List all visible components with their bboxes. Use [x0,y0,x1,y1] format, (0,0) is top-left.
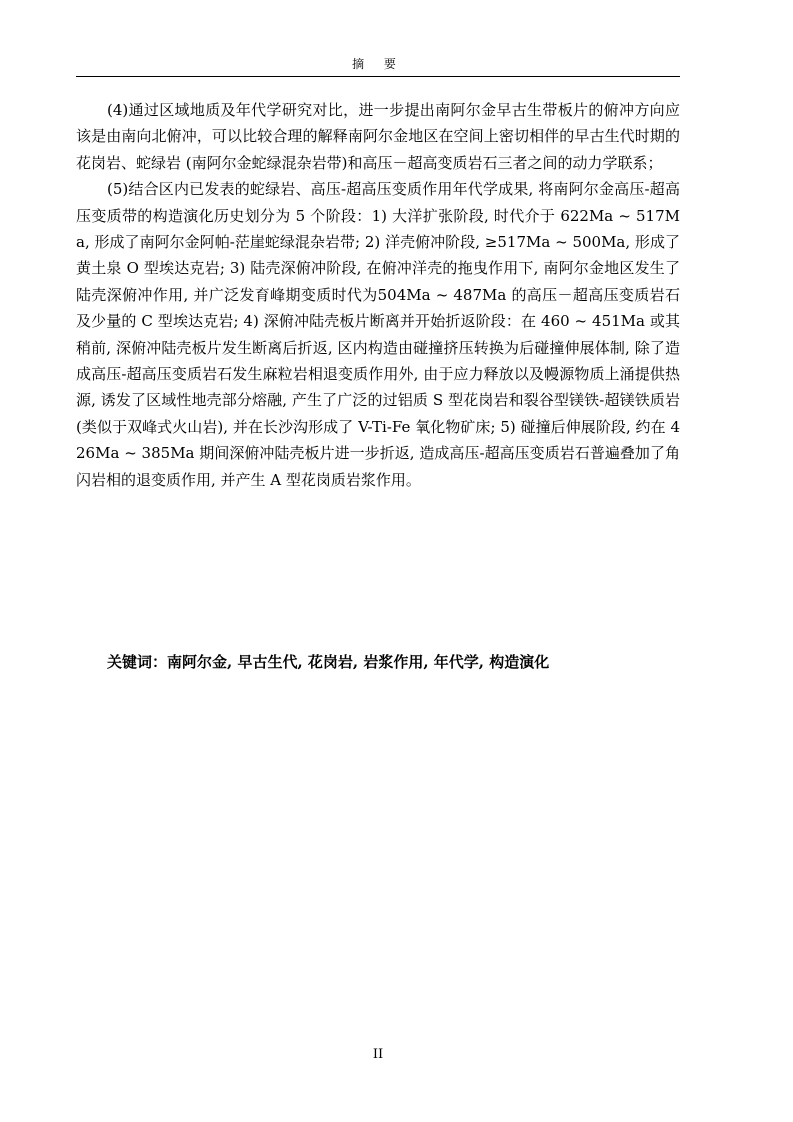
page-number: II [372,1047,384,1062]
header-rule [76,76,680,77]
running-header: 摘 要 [352,57,404,71]
paragraph-4: (4)通过区域地质及年代学研究对比，进一步提出南阿尔金早古生带板片的俯冲方向应该是由南向北俯冲，可以比较合理的解释南阿尔金地区在空间上密切相伴的早古生代时期的花岗岩、蛇绿岩 (南阿尔金蛇绿混杂岩带)和高压－超高变质岩石三者之间的动力学联系； [76,101,680,172]
paragraph-5: (5)结合区内已发表的蛇绿岩、高压-超高压变质作用年代学成果, 将南阿尔金高压-超高压变质带的构造演化历史划分为 5 个阶段：1) 大洋扩张阶段, 时代介于 622Ma ~ 517Ma, 形成了南阿尔金阿帕-茫崖蛇绿混杂岩带; 2) 洋壳俯冲阶段, ≥517Ma ~ 500Ma, 形成了黄土泉 O 型埃达克岩; 3) 陆壳深俯冲阶段, 在俯冲洋壳的拖曳作用下, 南阿尔金地区发生了陆壳深俯冲作用, 并广泛发育峰期变质时代为504Ma ~ 487Ma 的高压－超高压变质岩石及少量的 C 型埃达克岩; 4) 深俯冲陆壳板片断离并开始折返阶段：在 460 ~ 451Ma 或其稍前, 深俯冲陆壳板片发生断离后折返, 区内构造由碰撞挤压转换为后碰撞伸展体制, 除了造成高压-超高压变质岩石发生麻粒岩相退变质作用外, 由于应力释放以及幔源物质上涌提供热源, 诱发了区域性地壳部分熔融, 产生了广泛的过铝质 S 型花岗岩和裂谷型镁铁-超镁铁质岩(类似于双峰式火山岩), 并在长沙沟形成了 V-Ti-Fe 氧化物矿床; 5) 碰撞后伸展阶段, 约在 426Ma ~ 385Ma 期间深俯冲陆壳板片进一步折返, 造成高压-超高压变质岩石普遍叠加了角闪岩相的退变质作用, 并产生 A 型花岗质岩浆作用。 [76,180,680,489]
abstract-body [76,97,680,493]
keywords-line: 关键词：南阿尔金, 早古生代, 花岗岩, 岩浆作用, 年代学, 构造演化 [107,653,550,671]
